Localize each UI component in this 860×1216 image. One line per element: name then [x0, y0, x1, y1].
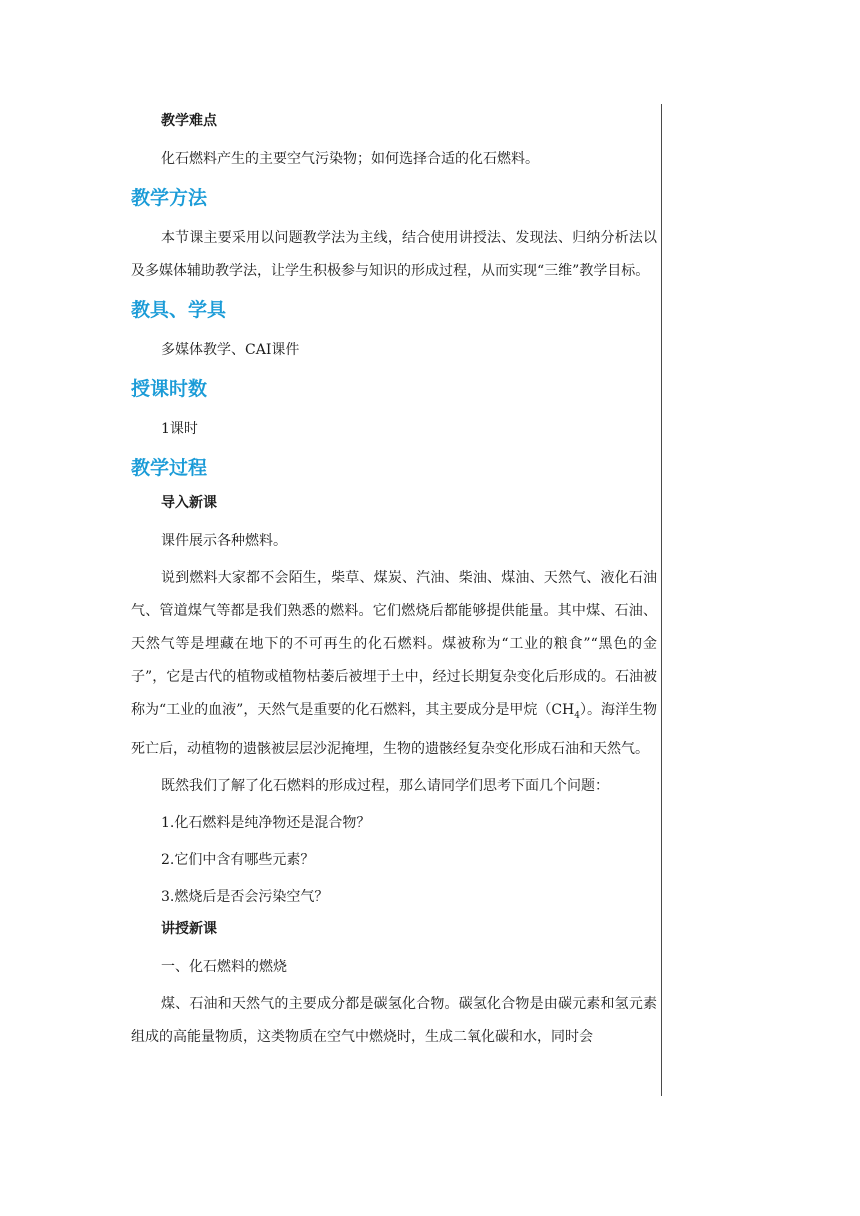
- question-2: 2.它们中含有哪些元素？: [161, 851, 315, 868]
- document-body: [131, 110, 657, 1058]
- paragraph-class-hours: 1课时: [161, 421, 198, 437]
- heading-class-hours: 授课时数: [131, 378, 208, 400]
- paragraph-intro-3: 既然我们了解了化石燃料的形成过程，那么请同学们思考下面几个问题：: [161, 777, 609, 794]
- page-margin-rule: [661, 104, 662, 1096]
- methane-subscript: 4: [574, 710, 580, 721]
- subheading-new-lesson: 讲授新课: [161, 920, 217, 937]
- heading-teaching-tools: 教具、学具: [131, 299, 227, 321]
- paragraph-teaching-tools: 多媒体教学、CAI课件: [161, 342, 300, 358]
- question-3: 3.燃烧后是否会污染空气？: [161, 888, 329, 905]
- subheading-intro: 导入新课: [161, 495, 217, 511]
- intro-2-text-start: 说到燃料大家都不会陌生，柴草、煤炭、汽油、柴油、煤油、天然气、液化石油气、管道煤气等都是我们熟悉的燃料。它们燃烧后都能够提供能量。其中煤、石油、天然气等是埋藏在地下的不可再生的化石燃料。煤被称为“工业的粮食”“黑色的金子”，它是古代的植物或植物枯萎后被埋于土中，经过长期复杂变化后形成的。石油被称为“工业的血液”，天然气是重要的化石燃料，其主要成分是甲烷（CH: [131, 570, 657, 718]
- intro-2-text-end: ）。海洋生物死亡后，动植物的遗骸被层层沙泥掩埋，生物的遗骸经复杂变化形成石油和天然气。: [131, 702, 658, 757]
- heading-teaching-process: 教学过程: [131, 457, 208, 479]
- paragraph-new-lesson-subtitle: 一、化石燃料的燃烧: [161, 958, 287, 975]
- subheading-teaching-difficulty: 教学难点: [161, 113, 217, 129]
- paragraph-new-lesson-1: 煤、石油和天然气的主要成分都是碳氢化合物。碳氢化合物是由碳元素和氢元素组成的高能量物质，这类物质在空气中燃烧时，生成二氧化碳和水，同时会: [131, 995, 657, 1045]
- question-1: 1.化石燃料是纯净物还是混合物？: [161, 814, 371, 831]
- paragraph-teaching-method: 本节课主要采用以问题教学法为主线，结合使用讲授法、发现法、归纳分析法以及多媒体辅助教学法，让学生积极参与知识的形成过程，从而实现“三维”教学目标。: [131, 230, 657, 279]
- paragraph-teaching-difficulty: 化石燃料产生的主要空气污染物；如何选择合适的化石燃料。: [161, 151, 539, 167]
- paragraph-intro-1: 课件展示各种燃料。: [161, 533, 287, 549]
- paragraph-intro-2: [131, 562, 657, 766]
- heading-teaching-method: 教学方法: [131, 187, 208, 209]
